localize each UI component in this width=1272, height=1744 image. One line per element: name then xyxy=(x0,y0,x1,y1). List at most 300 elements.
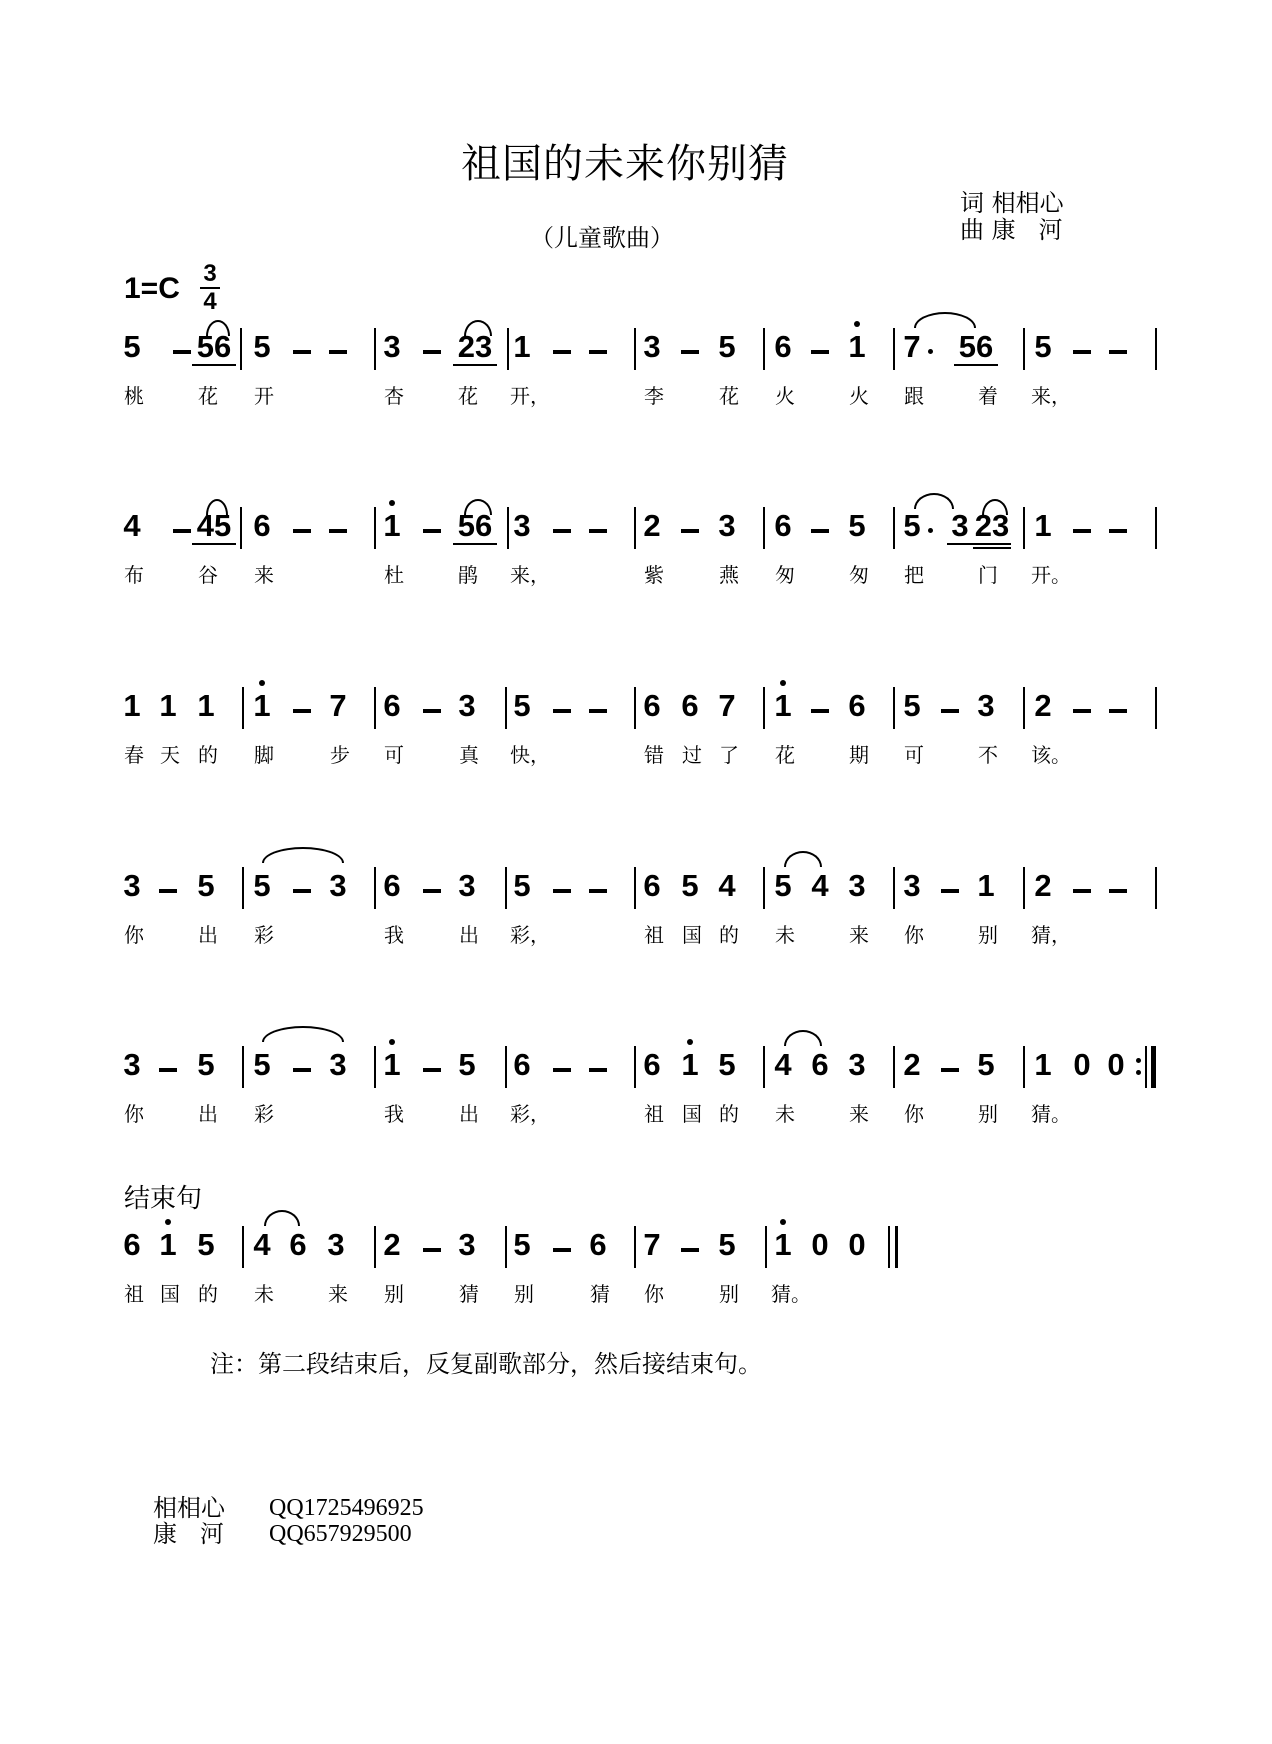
dash xyxy=(1073,529,1091,533)
note: 7 xyxy=(329,688,347,723)
note: 6 xyxy=(383,688,401,723)
lyric: 祖 xyxy=(124,1282,144,1306)
lyric: 真 xyxy=(459,743,479,767)
lyricist-credit: 词 相相心 xyxy=(960,189,1064,217)
lyric: 出 xyxy=(198,1102,218,1126)
note: 5 xyxy=(774,868,792,903)
note: 5 xyxy=(197,1227,215,1262)
song-genre: （儿童歌曲） xyxy=(530,224,674,252)
lyric: 脚 xyxy=(254,743,274,767)
augmentation-dot xyxy=(928,528,933,533)
slur xyxy=(206,499,228,515)
barline xyxy=(893,687,895,729)
barline xyxy=(374,328,376,370)
note-rest: 0 xyxy=(1073,1047,1091,1082)
note: 6 xyxy=(643,1047,661,1082)
barline-thick xyxy=(1151,1046,1156,1088)
lyric: 国 xyxy=(682,1102,702,1126)
barline xyxy=(763,1046,765,1088)
repeat-dot xyxy=(1136,1070,1141,1075)
ending-label: 结束句 xyxy=(124,1184,203,1214)
barline xyxy=(240,328,242,370)
note-high: 1 xyxy=(770,1228,796,1262)
note: 7 xyxy=(718,688,736,723)
staff-row-ending xyxy=(0,1227,1272,1352)
note: 3 xyxy=(848,1047,866,1082)
barline xyxy=(1155,867,1157,909)
lyric: 出 xyxy=(459,923,479,947)
lyric: 你 xyxy=(644,1282,664,1306)
barline xyxy=(505,1046,507,1088)
lyric: 的 xyxy=(198,743,218,767)
note: 4 xyxy=(811,868,829,903)
performance-note: 注：第二段结束后，反复副歌部分，然后接结束句。 xyxy=(210,1350,762,1378)
dash xyxy=(681,1248,699,1252)
lyric: 来， xyxy=(1031,384,1071,408)
slur xyxy=(784,851,822,867)
lyric: 别 xyxy=(384,1282,404,1306)
contacts xyxy=(153,1495,424,1547)
staff-row-1 xyxy=(0,329,1272,454)
note: 5 xyxy=(1034,329,1052,364)
note: 1 xyxy=(123,688,141,723)
dash xyxy=(1073,889,1091,893)
note: 5 xyxy=(513,868,531,903)
note: 4 xyxy=(718,868,736,903)
barline xyxy=(634,687,636,729)
contact-qq: QQ1725496925 xyxy=(269,1495,424,1521)
barline xyxy=(1155,328,1157,370)
high-octave-dot xyxy=(780,680,786,686)
barline xyxy=(893,867,895,909)
note: 6 xyxy=(383,868,401,903)
lyric: 猜 xyxy=(590,1282,610,1306)
lyric: 我 xyxy=(384,923,404,947)
note: 5 xyxy=(681,868,699,903)
barline xyxy=(505,1226,507,1268)
lyric: 猜。 xyxy=(1031,1102,1071,1126)
high-octave-dot xyxy=(687,1039,693,1045)
lyric: 祖 xyxy=(644,923,664,947)
barline xyxy=(634,867,636,909)
barline-thin xyxy=(1145,1046,1147,1088)
note-high: 1 xyxy=(379,1048,405,1082)
note: 1 xyxy=(1034,1047,1052,1082)
lyric: 彩， xyxy=(510,923,550,947)
note: 5 xyxy=(718,1047,736,1082)
barline xyxy=(1155,507,1157,549)
note: 5 xyxy=(123,329,141,364)
high-octave-dot xyxy=(389,500,395,506)
dash xyxy=(589,1068,607,1072)
augmentation-dot xyxy=(928,349,933,354)
note: 3 xyxy=(903,868,921,903)
slur xyxy=(982,499,1008,515)
lyric: 杜 xyxy=(384,563,404,587)
barline xyxy=(242,1046,244,1088)
note: 3 xyxy=(123,868,141,903)
dash xyxy=(423,1068,441,1072)
note: 3 xyxy=(458,868,476,903)
lyric: 期 xyxy=(849,743,869,767)
dash xyxy=(589,529,607,533)
lyric: 别 xyxy=(978,923,998,947)
note: 5 xyxy=(253,329,271,364)
dash xyxy=(423,350,441,354)
dash xyxy=(941,1068,959,1072)
note-group-sixteenth: 23 xyxy=(973,509,1011,549)
note: 4 xyxy=(123,508,141,543)
barline-thick xyxy=(895,1226,898,1268)
contact-row xyxy=(153,1495,424,1521)
dash xyxy=(1109,889,1127,893)
note: 2 xyxy=(383,1227,401,1262)
dash xyxy=(589,350,607,354)
lyric: 你 xyxy=(904,923,924,947)
dash xyxy=(811,529,829,533)
lyric: 匆 xyxy=(849,563,869,587)
lyric: 未 xyxy=(775,923,795,947)
slur xyxy=(914,312,976,328)
dash xyxy=(1073,350,1091,354)
barline xyxy=(505,687,507,729)
lyric: 祖 xyxy=(644,1102,664,1126)
dash xyxy=(329,350,347,354)
lyric: 跟 xyxy=(904,384,924,408)
lyric: 国 xyxy=(160,1282,180,1306)
barline xyxy=(242,1226,244,1268)
dash xyxy=(553,529,571,533)
dash xyxy=(293,709,311,713)
note-group: 23 xyxy=(453,330,497,366)
barline xyxy=(1023,867,1025,909)
lyric: 可 xyxy=(384,743,404,767)
lyric: 彩 xyxy=(254,1102,274,1126)
note: 5 xyxy=(718,1227,736,1262)
high-octave-dot xyxy=(165,1219,171,1225)
lyric: 布 xyxy=(124,563,144,587)
note: 5 xyxy=(458,1047,476,1082)
lyric: 把 xyxy=(904,563,924,587)
note: 6 xyxy=(513,1047,531,1082)
barline xyxy=(765,1226,767,1268)
dash xyxy=(553,709,571,713)
lyric: 燕 xyxy=(719,563,739,587)
dash xyxy=(293,889,311,893)
composer-credit: 曲 康 河 xyxy=(960,216,1063,244)
lyric: 彩 xyxy=(254,923,274,947)
song-title: 祖国的未来你别猜 xyxy=(461,141,789,187)
note-high: 1 xyxy=(770,689,796,723)
barline xyxy=(1023,328,1025,370)
slur xyxy=(914,493,954,509)
dash xyxy=(811,350,829,354)
dash xyxy=(293,1068,311,1072)
contact-row xyxy=(153,1521,424,1547)
note: 5 xyxy=(903,688,921,723)
note-group: 45 xyxy=(192,509,236,545)
lyric: 别 xyxy=(719,1282,739,1306)
dash xyxy=(941,709,959,713)
high-octave-dot xyxy=(259,680,265,686)
note-high: 1 xyxy=(677,1048,703,1082)
dash xyxy=(423,709,441,713)
dash xyxy=(941,889,959,893)
credits xyxy=(960,190,1064,244)
lyric: 不 xyxy=(978,743,998,767)
note: 6 xyxy=(774,508,792,543)
lyric: 的 xyxy=(719,923,739,947)
note-high: 1 xyxy=(155,1228,181,1262)
note-group: 56 xyxy=(192,330,236,366)
dash xyxy=(811,709,829,713)
barline xyxy=(242,867,244,909)
lyric: 猜， xyxy=(1031,923,1071,947)
slur xyxy=(464,499,492,515)
high-octave-dot xyxy=(780,1219,786,1225)
lyric: 门 xyxy=(978,563,998,587)
dash xyxy=(159,889,177,893)
note-eighth: 3 xyxy=(947,509,973,545)
lyric: 来 xyxy=(328,1282,348,1306)
dash xyxy=(329,529,347,533)
lyric: 该。 xyxy=(1031,743,1071,767)
dash xyxy=(159,1068,177,1072)
lyric: 来 xyxy=(849,923,869,947)
lyric: 你 xyxy=(124,1102,144,1126)
lyric: 杏 xyxy=(384,384,404,408)
dash xyxy=(1109,709,1127,713)
note: 5 xyxy=(848,508,866,543)
lyric: 别 xyxy=(514,1282,534,1306)
note: 6 xyxy=(253,508,271,543)
note: 5 xyxy=(718,329,736,364)
barline xyxy=(374,507,376,549)
note: 1 xyxy=(977,868,995,903)
dash xyxy=(553,1248,571,1252)
note: 2 xyxy=(1034,688,1052,723)
lyric: 开 xyxy=(254,384,274,408)
slur xyxy=(784,1030,822,1046)
slur xyxy=(262,847,344,863)
barline xyxy=(634,507,636,549)
note: 4 xyxy=(774,1047,792,1082)
staff-row-5 xyxy=(0,1047,1272,1172)
barline xyxy=(374,1226,376,1268)
note: 3 xyxy=(643,329,661,364)
dash xyxy=(423,889,441,893)
lyric: 火 xyxy=(775,384,795,408)
lyric: 你 xyxy=(904,1102,924,1126)
lyric: 别 xyxy=(978,1102,998,1126)
staff-row-4 xyxy=(0,868,1272,993)
dash xyxy=(553,350,571,354)
lyric: 桃 xyxy=(124,384,144,408)
lyric: 来， xyxy=(510,563,550,587)
lyric: 开， xyxy=(510,384,550,408)
note: 5 xyxy=(253,868,271,903)
lyric: 你 xyxy=(124,923,144,947)
note: 4 xyxy=(253,1227,271,1262)
lyric: 过 xyxy=(682,743,702,767)
note-high: 1 xyxy=(379,509,405,543)
dash xyxy=(681,529,699,533)
note: 2 xyxy=(1034,868,1052,903)
lyric: 匆 xyxy=(775,563,795,587)
barline xyxy=(374,687,376,729)
barline xyxy=(1155,687,1157,729)
staff-row-3 xyxy=(0,688,1272,813)
barline xyxy=(505,867,507,909)
dash xyxy=(1109,350,1127,354)
staff-row-2 xyxy=(0,508,1272,633)
dash xyxy=(293,350,311,354)
lyric: 着 xyxy=(978,384,998,408)
note: 6 xyxy=(811,1047,829,1082)
lyric: 火 xyxy=(849,384,869,408)
barline xyxy=(893,1046,895,1088)
lyric: 可 xyxy=(904,743,924,767)
barline xyxy=(1023,1046,1025,1088)
note: 5 xyxy=(977,1047,995,1082)
note: 3 xyxy=(329,1047,347,1082)
lyric: 花 xyxy=(775,743,795,767)
barline xyxy=(242,687,244,729)
dash xyxy=(553,889,571,893)
note: 3 xyxy=(383,329,401,364)
barline xyxy=(634,328,636,370)
lyric: 来 xyxy=(254,563,274,587)
key-signature: 1=C xyxy=(124,272,180,305)
note: 3 xyxy=(329,868,347,903)
note: 6 xyxy=(774,329,792,364)
barline xyxy=(634,1046,636,1088)
note: 2 xyxy=(903,1047,921,1082)
note: 7 xyxy=(643,1227,661,1262)
note-dotted: 7 xyxy=(899,330,925,364)
note-group: 56 xyxy=(453,509,497,545)
lyric: 未 xyxy=(775,1102,795,1126)
barline xyxy=(634,1226,636,1268)
lyric: 来 xyxy=(849,1102,869,1126)
dash xyxy=(1073,709,1091,713)
lyric: 国 xyxy=(682,923,702,947)
barline xyxy=(763,687,765,729)
note-rest: 0 xyxy=(848,1227,866,1262)
slur xyxy=(262,1026,344,1042)
barline xyxy=(893,328,895,370)
time-numerator: 3 xyxy=(203,260,217,287)
lyric: 李 xyxy=(644,384,664,408)
note: 6 xyxy=(289,1227,307,1262)
note: 3 xyxy=(513,508,531,543)
dash xyxy=(681,350,699,354)
note: 5 xyxy=(197,868,215,903)
slur xyxy=(464,320,492,336)
lyric: 步 xyxy=(330,743,350,767)
contact-name: 相相心 xyxy=(153,1494,225,1522)
note: 1 xyxy=(513,329,531,364)
lyric: 谷 xyxy=(198,563,218,587)
lyric: 出 xyxy=(459,1102,479,1126)
slur xyxy=(206,320,230,336)
high-octave-dot xyxy=(854,321,860,327)
barline xyxy=(374,867,376,909)
dash xyxy=(173,529,191,533)
lyric: 花 xyxy=(198,384,218,408)
time-denominator: 4 xyxy=(203,288,217,315)
slur xyxy=(264,1210,300,1226)
note-high: 1 xyxy=(249,689,275,723)
note: 3 xyxy=(977,688,995,723)
note: 3 xyxy=(458,688,476,723)
lyric: 开。 xyxy=(1031,563,1071,587)
dash xyxy=(553,1068,571,1072)
note: 5 xyxy=(197,1047,215,1082)
note-group: 56 xyxy=(954,330,998,366)
barline xyxy=(240,507,242,549)
lyric: 猜。 xyxy=(771,1282,811,1306)
high-octave-dot xyxy=(389,1039,395,1045)
barline xyxy=(893,507,895,549)
lyric: 紫 xyxy=(644,563,664,587)
contact-name: 康 河 xyxy=(153,1520,224,1548)
barline xyxy=(763,328,765,370)
lyric: 出 xyxy=(198,923,218,947)
note: 3 xyxy=(123,1047,141,1082)
dash xyxy=(173,350,191,354)
barline xyxy=(1023,687,1025,729)
dash xyxy=(1109,529,1127,533)
dash xyxy=(589,709,607,713)
barline xyxy=(374,1046,376,1088)
lyric: 了 xyxy=(719,743,739,767)
dash xyxy=(423,529,441,533)
lyric: 我 xyxy=(384,1102,404,1126)
note: 5 xyxy=(253,1047,271,1082)
note: 5 xyxy=(513,1227,531,1262)
note-dotted: 5 xyxy=(899,509,925,543)
lyric: 天 xyxy=(160,743,180,767)
note: 6 xyxy=(681,688,699,723)
note: 3 xyxy=(458,1227,476,1262)
note: 3 xyxy=(718,508,736,543)
dash xyxy=(589,889,607,893)
note: 1 xyxy=(197,688,215,723)
note: 6 xyxy=(848,688,866,723)
lyric: 猜 xyxy=(459,1282,479,1306)
repeat-dot xyxy=(1136,1058,1141,1063)
lyric: 的 xyxy=(719,1102,739,1126)
barline xyxy=(763,507,765,549)
note: 3 xyxy=(327,1227,345,1262)
time-signature xyxy=(200,262,220,314)
note: 1 xyxy=(1034,508,1052,543)
note-high: 1 xyxy=(844,330,870,364)
note: 2 xyxy=(643,508,661,543)
barline xyxy=(763,867,765,909)
lyric: 春 xyxy=(124,743,144,767)
lyric: 错 xyxy=(644,743,664,767)
lyric: 花 xyxy=(719,384,739,408)
note: 1 xyxy=(159,688,177,723)
lyric: 的 xyxy=(198,1282,218,1306)
barline xyxy=(1023,507,1025,549)
note-rest: 0 xyxy=(1107,1047,1125,1082)
note: 6 xyxy=(643,688,661,723)
dash xyxy=(293,529,311,533)
lyric: 鹃 xyxy=(458,563,478,587)
